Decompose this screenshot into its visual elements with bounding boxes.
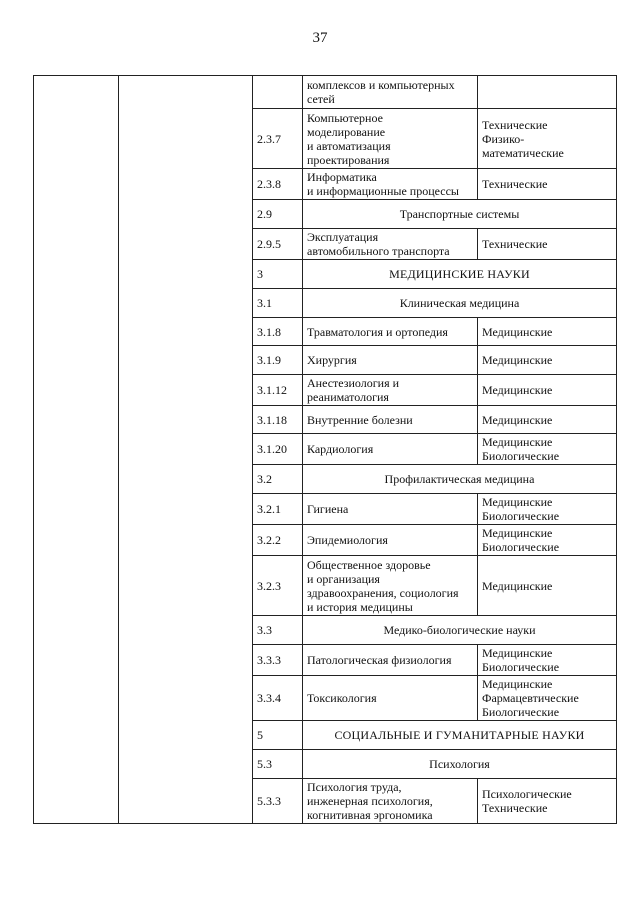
section-title: Профилактическая медицина — [303, 465, 617, 494]
science-branch: Биологические — [482, 509, 560, 523]
specialty-name — [303, 318, 478, 346]
specialty-code: 3.1 — [253, 289, 303, 318]
science-branch: Технические — [482, 117, 548, 132]
specialty-code: 3.2.2 — [253, 525, 303, 556]
science-branches — [478, 169, 617, 200]
empty-column-2 — [119, 76, 253, 824]
table-body — [34, 76, 617, 824]
science-branches — [478, 406, 617, 434]
specialty-code: 3.1.9 — [253, 346, 303, 375]
specialty-name — [303, 645, 478, 676]
science-branches — [478, 434, 617, 465]
science-branches — [478, 375, 617, 406]
science-branches — [478, 346, 617, 375]
science-branch: Медицинские — [482, 526, 553, 540]
specialty-code: 2.9 — [253, 200, 303, 229]
specialty-name-line: и организация — [307, 571, 380, 586]
specialty-name-line: здравоохранения, социология — [307, 585, 459, 600]
specialty-name-line: Травматология и ортопедия — [307, 324, 448, 339]
specialty-code: 3.3.3 — [253, 645, 303, 676]
specialty-name — [303, 494, 478, 525]
specialty-code: 3.1.18 — [253, 406, 303, 434]
section-title: Психология — [303, 750, 617, 779]
science-branch: Физико- — [482, 131, 525, 146]
specialty-code: 3.1.12 — [253, 375, 303, 406]
specialty-name-line: Гигиена — [307, 502, 349, 516]
specialty-name-line: Патологическая физиология — [307, 653, 452, 667]
science-branches — [478, 318, 617, 346]
specialty-name-line: Анестезиология и — [307, 376, 400, 390]
section-title: Клиническая медицина — [303, 289, 617, 318]
science-branch: Медицинские — [482, 435, 553, 449]
science-branch: Медицинские — [482, 646, 553, 660]
science-branch: Медицинские — [482, 578, 553, 593]
specialty-code: 3.2.1 — [253, 494, 303, 525]
specialty-name — [303, 434, 478, 465]
specialty-name-line: и история медицины — [307, 599, 413, 614]
empty-column-1 — [34, 76, 119, 824]
specialty-name-line: и автоматизация — [307, 138, 391, 153]
science-branches — [478, 494, 617, 525]
specialty-name-line: сетей — [307, 92, 335, 106]
specialty-name-line: Психология труда, — [307, 780, 402, 794]
specialty-name — [303, 169, 478, 200]
specialty-code: 2.3.7 — [253, 109, 303, 169]
specialty-code: 5 — [253, 721, 303, 750]
specialty-code: 5.3 — [253, 750, 303, 779]
specialty-name-line: реаниматология — [307, 390, 389, 404]
science-branch: Биологические — [482, 660, 560, 674]
science-branch: Технические — [482, 801, 548, 815]
specialty-code: 3.3 — [253, 616, 303, 645]
specialty-code: 3.2.3 — [253, 556, 303, 616]
science-branch: Психологические — [482, 787, 572, 801]
specialty-code: 2.3.8 — [253, 169, 303, 200]
specialty-name-line: Эпидемиология — [307, 533, 388, 547]
section-title: Медико-биологические науки — [303, 616, 617, 645]
science-branch: Фармацевтические — [482, 691, 579, 705]
major-section-title: СОЦИАЛЬНЫЕ И ГУМАНИТАРНЫЕ НАУКИ — [303, 721, 617, 750]
section-title: Транспортные системы — [303, 200, 617, 229]
science-branches — [478, 525, 617, 556]
specialty-name-line: Кардиология — [307, 442, 374, 456]
specialty-name-line: и информационные процессы — [307, 184, 459, 198]
specialty-name-line: Внутренние болезни — [307, 412, 413, 427]
specialty-name-line: комплексов и компьютерных — [307, 78, 455, 92]
specialty-name — [303, 779, 478, 824]
specialty-name-line: проектирования — [307, 152, 390, 167]
science-branch: Биологические — [482, 705, 560, 719]
science-branch: Медицинские — [482, 353, 553, 367]
specialty-code: 2.9.5 — [253, 229, 303, 260]
specialty-code: 3 — [253, 260, 303, 289]
science-branch: математические — [482, 145, 564, 160]
specialty-name — [303, 525, 478, 556]
specialty-name-line: Компьютерное — [307, 110, 383, 125]
major-section-title: МЕДИЦИНСКИЕ НАУКИ — [303, 260, 617, 289]
specialty-code: 3.2 — [253, 465, 303, 494]
specialty-name — [303, 676, 478, 721]
specialty-name-line: моделирование — [307, 124, 386, 139]
specialty-name-line: Хирургия — [307, 353, 357, 367]
science-branch: Медицинские — [482, 412, 553, 427]
specialty-code: 5.3.3 — [253, 779, 303, 824]
science-branch: Биологические — [482, 449, 560, 463]
specialty-name-line: Общественное здоровье — [307, 557, 431, 572]
science-branches — [478, 676, 617, 721]
science-branch: Медицинские — [482, 324, 553, 339]
specialty-code: 3.1.20 — [253, 434, 303, 465]
science-branch: Технические — [482, 237, 548, 251]
science-branch: Технические — [482, 177, 548, 191]
science-branches — [478, 229, 617, 260]
page-number: 37 — [312, 30, 328, 46]
specialty-name-line: когнитивная эргономика — [307, 808, 433, 822]
specialty-name — [303, 229, 478, 260]
specialty-name — [303, 375, 478, 406]
specialty-name — [303, 556, 478, 616]
science-branches — [478, 76, 617, 109]
specialty-name-line: Токсикология — [307, 691, 377, 705]
science-branch: Медицинские — [482, 677, 553, 691]
specialty-name-line: автомобильного транспорта — [307, 244, 450, 258]
specialty-name — [303, 346, 478, 375]
specialty-code: 3.3.4 — [253, 676, 303, 721]
specialty-name — [303, 76, 478, 109]
table-row — [34, 76, 617, 109]
specialty-name — [303, 406, 478, 434]
specialty-name-line: Информатика — [307, 170, 377, 184]
specialty-name — [303, 109, 478, 169]
science-branches — [478, 109, 617, 169]
science-branches — [478, 779, 617, 824]
specialties-table — [33, 75, 617, 824]
specialty-name-line: инженерная психология, — [307, 794, 433, 808]
science-branches — [478, 556, 617, 616]
science-branches — [478, 645, 617, 676]
science-branch: Медицинские — [482, 383, 553, 397]
specialty-code — [253, 76, 303, 109]
science-branch: Медицинские — [482, 495, 553, 509]
specialty-code: 3.1.8 — [253, 318, 303, 346]
science-branch: Биологические — [482, 540, 560, 554]
specialty-name-line: Эксплуатация — [307, 230, 379, 244]
